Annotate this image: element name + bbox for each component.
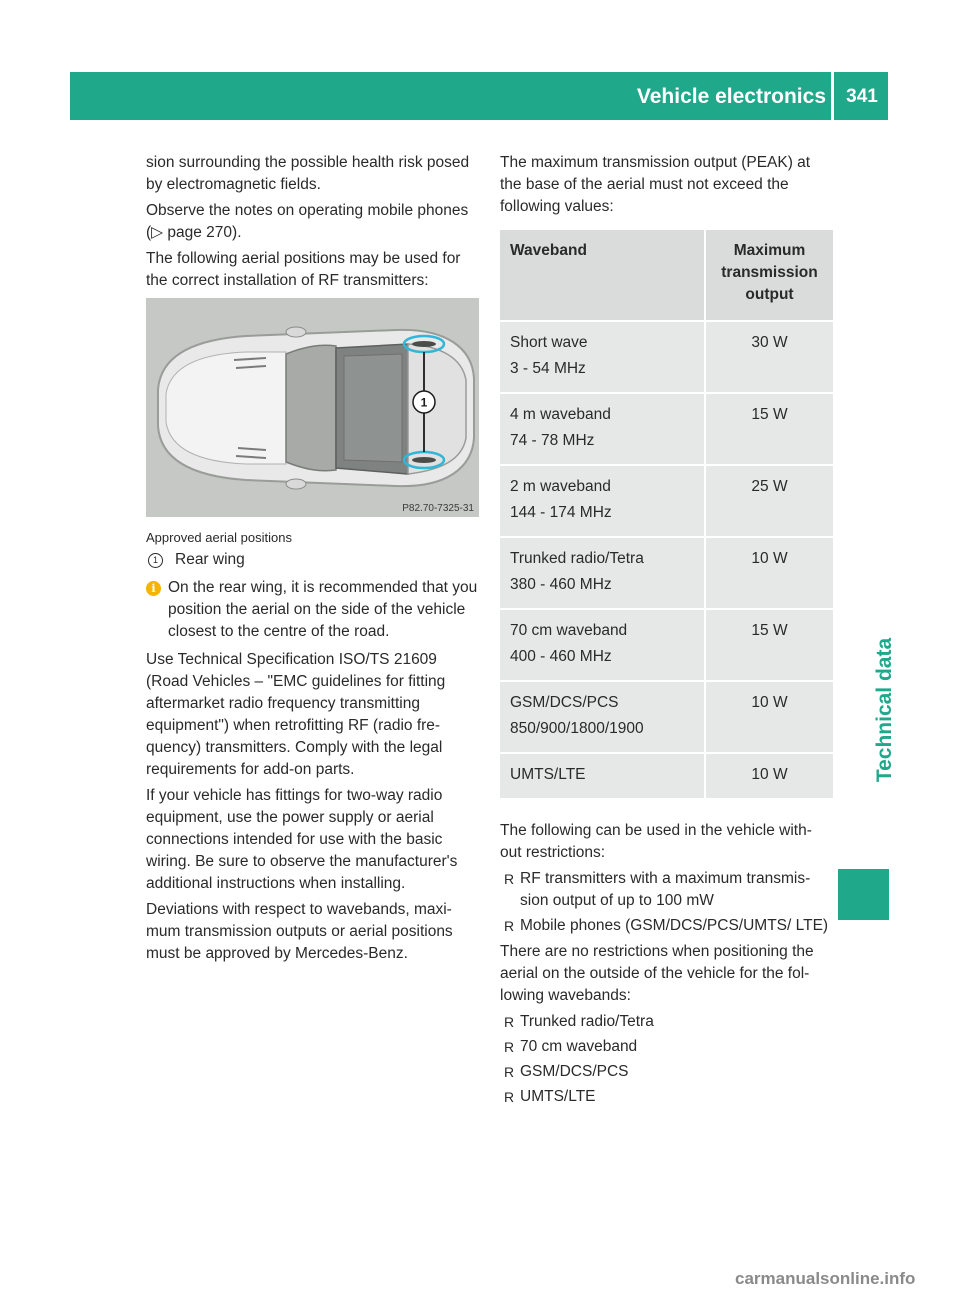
figure-code: P82.70-7325-31 xyxy=(402,503,474,514)
table-row xyxy=(500,464,833,536)
waveband-cell xyxy=(500,536,706,608)
band-name: 2 m waveband xyxy=(510,478,611,495)
output-cell: 15 W xyxy=(706,392,833,464)
band-name: Short wave xyxy=(510,334,588,351)
watermark: carmanualsonline.info xyxy=(735,1269,916,1288)
band-range: 3 - 54 MHz xyxy=(510,360,586,377)
list-item: R Mobile phones (GSM/DCS/PCS/UMTS/ LTE) xyxy=(500,915,833,937)
table-row xyxy=(500,536,833,608)
table-row xyxy=(500,752,833,798)
output-cell: 25 W xyxy=(706,464,833,536)
intro-paragraph-3: The following aerial positions may be used for the correct installation of RF transmitters: xyxy=(146,250,461,289)
header-waveband: Waveband xyxy=(500,230,706,320)
waveband-cell xyxy=(500,752,706,798)
body-paragraph-1: Use Technical Specification ISO/TS 21609 (Road Vehicles – "EMC guidelines for fitting aftermarket radio frequency transmitting equipment") when retrofitting RF (radio fre-quency) transmitters. Comply with the legal requirements for add-on parts. xyxy=(146,651,446,778)
list-item: R UMTS/LTE xyxy=(500,1086,833,1108)
band-name: 70 cm waveband xyxy=(510,622,628,639)
left-column xyxy=(146,152,481,969)
body-paragraph-3: Deviations with respect to wavebands, maxi-mum transmission outputs or aerial positions must be approved by Mercedes-Benz. xyxy=(146,901,453,962)
positioning-paragraph: There are no restrictions when positioning the aerial on the outside of the vehicle for the fol-lowing wavebands: xyxy=(500,943,814,1004)
side-tab-marker xyxy=(838,869,889,920)
output-cell: 30 W xyxy=(706,320,833,392)
info-note xyxy=(146,577,481,643)
side-tab-label: Technical data xyxy=(873,637,896,783)
car-aerial-figure xyxy=(146,298,479,517)
legend-label: Rear wing xyxy=(175,551,245,568)
section-title: Vehicle electronics xyxy=(636,85,826,108)
intro-paragraph-1: sion surrounding the possible health risk posed by electromagnetic fields. xyxy=(146,154,470,193)
car-top-view-illustration xyxy=(146,298,479,517)
table-row xyxy=(500,608,833,680)
body-paragraph-2: If your vehicle has fittings for two-way radio equipment, use the power supply or aerial connections intended for use with the basic wiring. Be sure to observe the manufacturer's additional instructions when installing. xyxy=(146,787,458,892)
band-range: 74 - 78 MHz xyxy=(510,432,595,449)
band-range: 144 - 174 MHz xyxy=(510,504,612,521)
band-name: UMTS/LTE xyxy=(510,766,586,783)
waveband-cell xyxy=(500,392,706,464)
unrestricted-list xyxy=(500,868,833,937)
figure-legend xyxy=(146,549,481,571)
figure-caption: Approved aerial positions xyxy=(146,530,292,545)
list-item: R 70 cm waveband xyxy=(500,1036,833,1058)
output-cell: 15 W xyxy=(706,608,833,680)
info-icon: i xyxy=(146,581,161,596)
waveband-cell xyxy=(500,320,706,392)
band-name: 4 m waveband xyxy=(510,406,611,423)
waveband-list xyxy=(500,1011,833,1108)
table-header-row xyxy=(500,230,833,320)
band-range: 850/900/1800/1900 xyxy=(510,720,644,737)
band-name: Trunked radio/Tetra xyxy=(510,550,644,567)
table-row xyxy=(500,392,833,464)
list-item: R GSM/DCS/PCS xyxy=(500,1061,833,1083)
output-cell: 10 W xyxy=(706,536,833,608)
band-range: 380 - 460 MHz xyxy=(510,576,612,593)
header-separator xyxy=(831,72,834,120)
right-column xyxy=(500,152,833,1112)
waveband-cell xyxy=(500,464,706,536)
page-number: 341 xyxy=(846,86,878,107)
figure-marker-label: 1 xyxy=(420,395,428,410)
output-cell: 10 W xyxy=(706,680,833,752)
band-name: GSM/DCS/PCS xyxy=(510,694,619,711)
legend-number-icon: 1 xyxy=(148,553,163,568)
table-intro: The maximum transmission output (PEAK) at the base of the aerial must not exceed the following values: xyxy=(500,154,811,215)
list-item: R RF transmitters with a maximum transmis-sion output of up to 100 mW xyxy=(500,868,833,912)
band-range: 400 - 460 MHz xyxy=(510,648,612,665)
table-row xyxy=(500,680,833,752)
waveband-cell xyxy=(500,608,706,680)
table-row xyxy=(500,320,833,392)
transmission-output-table xyxy=(500,230,833,798)
list-item: R Trunked radio/Tetra xyxy=(500,1011,833,1033)
waveband-cell xyxy=(500,680,706,752)
restrictions-paragraph: The following can be used in the vehicle with-out restrictions: xyxy=(500,822,812,861)
intro-paragraph-2: Observe the notes on operating mobile phones (▷ page 270). xyxy=(146,202,469,241)
output-cell: 10 W xyxy=(706,752,833,798)
header-max-output: Maximum transmission output xyxy=(706,230,833,320)
info-text: On the rear wing, it is recommended that you position the aerial on the side of the vehicle closest to the centre of the road. xyxy=(168,579,478,640)
side-tab xyxy=(871,560,899,860)
